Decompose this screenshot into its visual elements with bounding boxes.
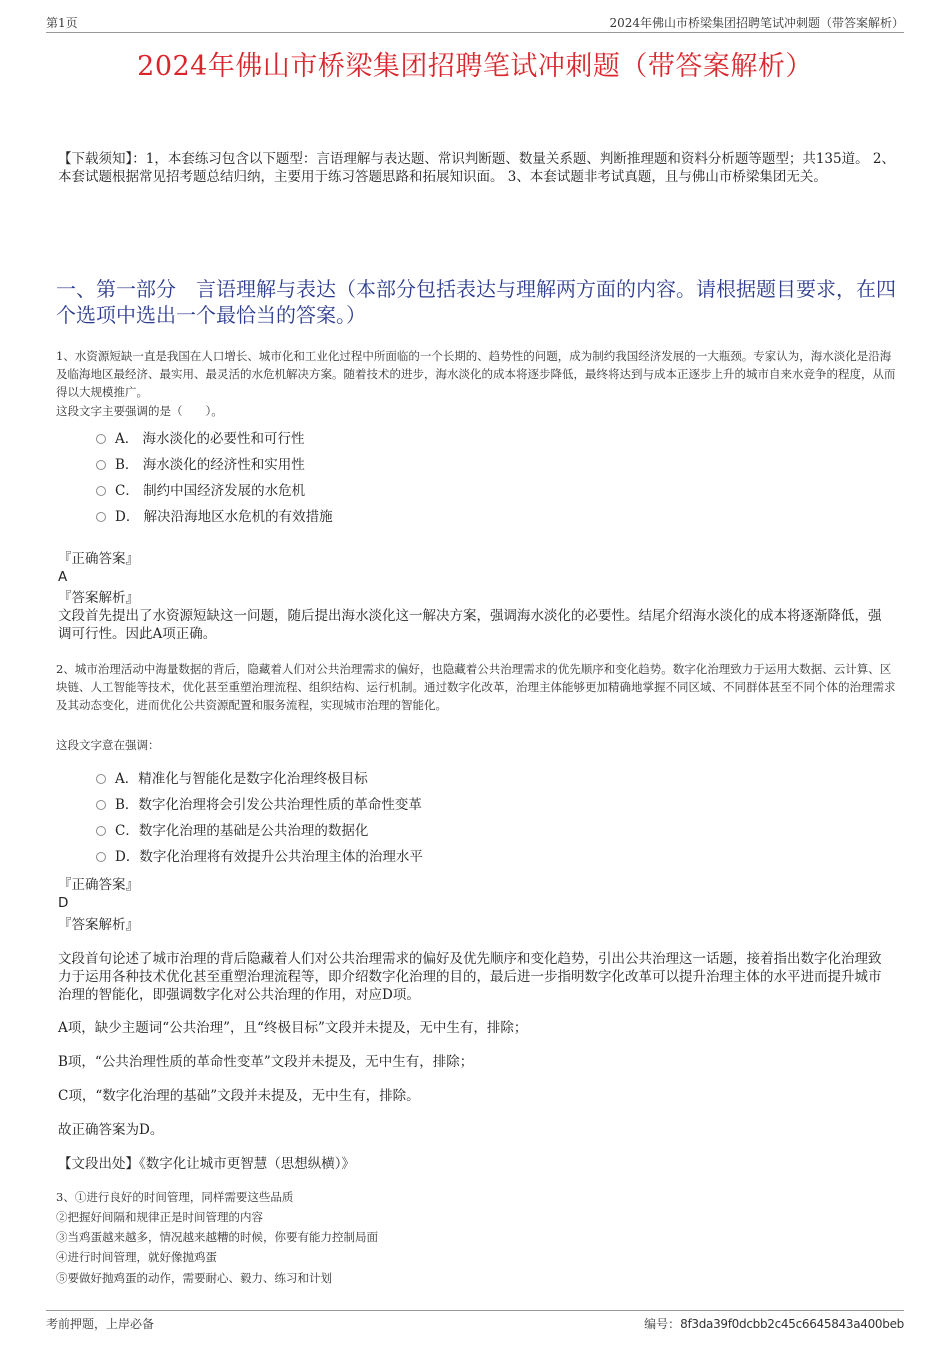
radio-icon[interactable] — [96, 512, 106, 522]
radio-icon[interactable] — [96, 826, 106, 836]
question-1-text: 1、水资源短缺一直是我国在人口增长、城市化和工业化过程中所面临的一个长期的、趋势性的问题，成为制约我国经济发展的一大瓶颈。专家认为，海水淡化是沿海及临海地区最经济、最实用、最灵活的水危机解决方案。随着技术的进步，海水淡化的成本将逐步降低，最终将达到与成本正逐步上升的城市自来水竞争的程度，从而得以大规模推广。 — [56, 349, 896, 399]
question-2-option-c-note: C项，“数字化治理的基础”文段并未提及，无中生有，排除。 — [58, 1088, 420, 1104]
question-2-answer: D — [58, 895, 69, 911]
question-2-analysis: 文段首句论述了城市治理的背后隐藏着人们对公共治理需求的偏好及优先顺序和变化趋势，引出公共治理这一话题，接着指出数字化治理致力于运用各种技术优化甚至重塑治理流程等，即介绍数字化治理的目的，最后进一步指明数字化改革可以提升治理主体的水平进而提升城市治理的智能化，即强调数字化对公共治理的作用，对应D项。 — [58, 951, 882, 1003]
radio-icon[interactable] — [96, 852, 106, 862]
question-1-option-d[interactable]: D． 解决沿海地区水危机的有效措施 — [96, 507, 333, 527]
question-3-line-3: ③当鸡蛋越来越多，情况越来越糟的时候，你要有能力控制局面 — [56, 1230, 378, 1244]
section-heading: 一、第一部分 言语理解与表达（本部分包括表达与理解两方面的内容。请根据题目要求，在四个选项中选出一个最恰当的答案。） — [56, 277, 896, 327]
question-2-analysis-label: 『答案解析』 — [58, 917, 139, 933]
question-2-option-b-note: B项，“公共治理性质的革命性变革”文段并未提及，无中生有，排除； — [58, 1054, 474, 1070]
footer-code: 编号：8f3da39f0dcbb2c45c6645843a400beb — [644, 1317, 904, 1331]
question-1-analysis-label: 『答案解析』 — [58, 590, 139, 606]
header-doc-title: 2024年佛山市桥梁集团招聘笔试冲刺题（带答案解析） — [609, 16, 904, 30]
radio-icon[interactable] — [96, 774, 106, 784]
footer-divider — [46, 1310, 904, 1311]
radio-icon[interactable] — [96, 486, 106, 496]
question-1-answer: A — [58, 569, 68, 585]
question-1-stem: 这段文字主要强调的是（ ）。 — [56, 404, 223, 418]
radio-icon[interactable] — [96, 460, 106, 470]
question-3-line-2: ②把握好间隔和规律正是时间管理的内容 — [56, 1210, 263, 1224]
radio-icon[interactable] — [96, 800, 106, 810]
page-number: 第1页 — [46, 16, 78, 30]
question-1-option-b[interactable]: B． 海水淡化的经济性和实用性 — [96, 455, 305, 475]
question-2-option-b[interactable]: B．数字化治理将会引发公共治理性质的革命性变革 — [96, 795, 422, 815]
radio-icon[interactable] — [96, 434, 106, 444]
question-2-option-c[interactable]: C．数字化治理的基础是公共治理的数据化 — [96, 821, 368, 841]
download-notice: 【下载须知】：1，本套练习包含以下题型：言语理解与表达题、常识判断题、数量关系题、判断推理题和资料分析题等题型；共135道。 2、本套试题根据常见招考题总结归纳，主要用于练习答题思路和拓展知识面。 3、本套试题非考试真题，且与佛山市桥梁集团无关。 — [58, 151, 895, 185]
question-3-line-1: 3、①进行良好的时间管理，同样需要这些品质 — [56, 1190, 294, 1204]
header-divider — [46, 32, 904, 33]
question-1-answer-label: 『正确答案』 — [58, 551, 139, 567]
question-2-option-d[interactable]: D．数字化治理将有效提升公共治理主体的治理水平 — [96, 847, 423, 867]
question-1-option-c[interactable]: C． 制约中国经济发展的水危机 — [96, 481, 305, 501]
footer-slogan: 考前押题，上岸必备 — [46, 1317, 155, 1331]
question-2-option-a-note: A项，缺少主题词“公共治理”，且“终极目标”文段并未提及，无中生有，排除； — [58, 1020, 528, 1036]
question-2-text: 2、城市治理活动中海量数据的背后，隐藏着人们对公共治理需求的偏好，也隐藏着公共治理需求的优先顺序和变化趋势。数字化治理致力于运用大数据、云计算、区块链、人工智能等技术，优化甚至重塑治理流程、组织结构、运行机制。通过数字化改革，治理主体能够更加精确地掌握不同区域、不同群体甚至不同个体的治理需求及其动态变化，进而优化公共资源配置和服务流程，实现城市治理的智能化。 — [56, 662, 896, 712]
question-2-answer-label: 『正确答案』 — [58, 877, 139, 893]
question-2-option-a[interactable]: A．精准化与智能化是数字化治理终极目标 — [96, 769, 368, 789]
question-1-option-a[interactable]: A． 海水淡化的必要性和可行性 — [96, 429, 305, 449]
question-2-conclusion: 故正确答案为D。 — [58, 1122, 164, 1138]
question-1-analysis: 文段首先提出了水资源短缺这一问题，随后提出海水淡化这一解决方案，强调海水淡化的必要性。结尾介绍海水淡化的成本将逐渐降低，强调可行性。因此A项正确。 — [58, 608, 882, 642]
page-title: 2024年佛山市桥梁集团招聘笔试冲刺题（带答案解析） — [137, 51, 813, 82]
question-3-line-4: ④进行时间管理，就好像抛鸡蛋 — [56, 1250, 217, 1264]
question-2-stem: 这段文字意在强调： — [56, 738, 160, 752]
question-3-line-5: ⑤要做好抛鸡蛋的动作，需要耐心、毅力、练习和计划 — [56, 1271, 332, 1285]
question-2-source: 【文段出处】《数字化让城市更智慧（思想纵横）》 — [58, 1156, 355, 1172]
